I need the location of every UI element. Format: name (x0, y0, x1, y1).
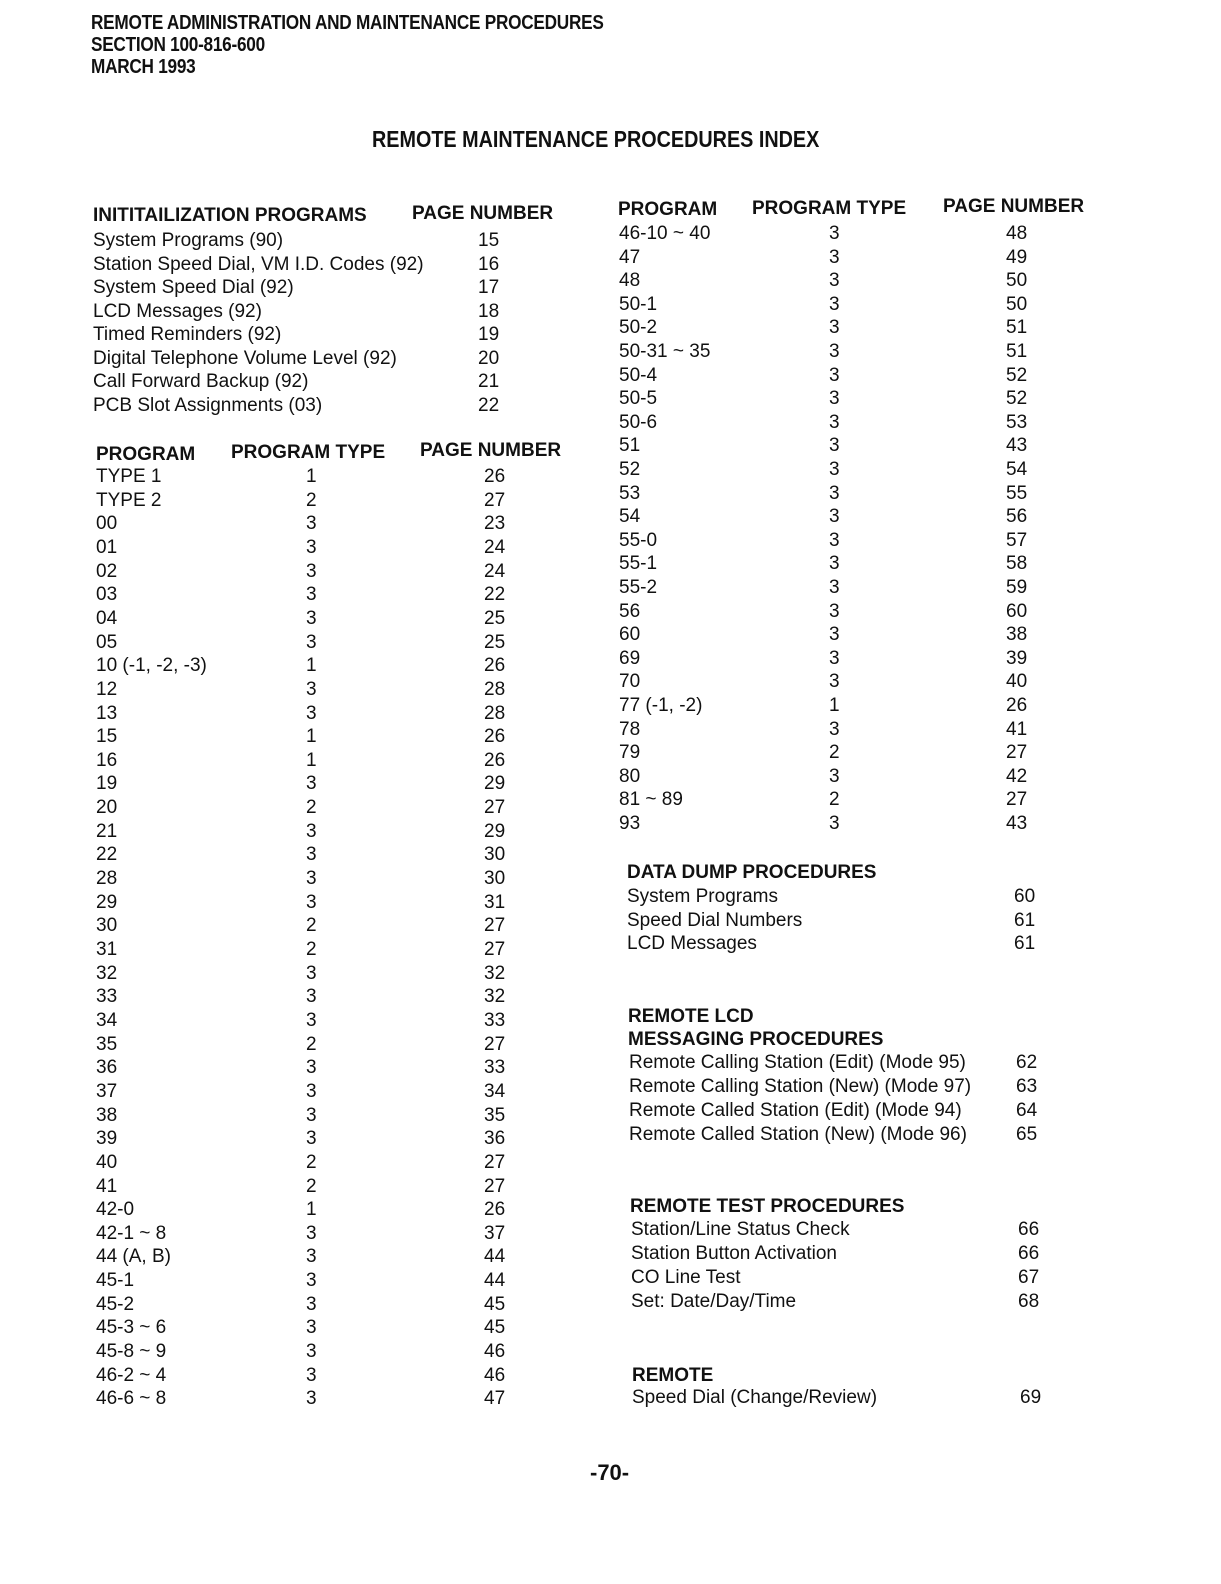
lcd-heading-2: MESSAGING PROCEDURES (628, 1029, 884, 1050)
type-cell: 2 (306, 1175, 317, 1197)
page-cell: 26 (484, 1199, 506, 1221)
type-cell: 3 (829, 459, 840, 480)
type-cell: 3 (306, 584, 317, 606)
program-cell: 50-4 (619, 364, 658, 386)
program-cell: 41 (96, 1175, 118, 1197)
type-cell: 3 (829, 223, 840, 244)
page-cell: 26 (484, 466, 506, 487)
item-page: 69 (1020, 1387, 1042, 1408)
type-cell: 3 (306, 1293, 317, 1315)
type-cell: 2 (306, 915, 317, 937)
page-cell: 27 (484, 1033, 506, 1055)
page-cell: 33 (484, 1057, 506, 1079)
page-cell: 27 (484, 939, 506, 960)
program-cell: 39 (96, 1128, 118, 1150)
item-page: 62 (1016, 1052, 1038, 1073)
type-cell: 3 (306, 702, 317, 724)
program-cell: 31 (96, 939, 118, 960)
page-cell: 48 (1006, 223, 1028, 244)
type-cell: 1 (306, 726, 317, 748)
type-cell: 3 (306, 536, 317, 558)
page-cell: 52 (1006, 364, 1028, 386)
item-name: CO Line Test (631, 1267, 741, 1288)
program-cell: 38 (96, 1104, 118, 1126)
program-cell: 80 (619, 765, 641, 787)
type-cell: 3 (829, 506, 840, 528)
page-cell: 29 (484, 820, 506, 842)
page-cell: 54 (1006, 459, 1028, 480)
page-cell: 60 (1006, 600, 1028, 622)
type-cell: 3 (829, 411, 840, 433)
header-section: SECTION 100-816-600 (91, 34, 265, 56)
program-cell: 16 (96, 749, 118, 771)
item-page: 17 (478, 277, 500, 298)
type-cell: 2 (306, 1033, 317, 1055)
program-cell: 48 (619, 270, 641, 292)
program-cell: 22 (96, 844, 118, 866)
page-cell: 50 (1006, 270, 1028, 292)
item-page: 19 (478, 324, 500, 345)
program-cell: 53 (619, 482, 641, 504)
page-cell: 59 (1006, 577, 1028, 598)
page-cell: 27 (484, 797, 506, 819)
data-dump-heading: DATA DUMP PROCEDURES (627, 862, 877, 883)
program-cell: 81 ~ 89 (619, 789, 683, 811)
item-page: 65 (1016, 1124, 1038, 1145)
item-page: 16 (478, 253, 500, 275)
page-cell: 58 (1006, 553, 1028, 575)
item-page: 68 (1018, 1291, 1040, 1312)
program-cell: 46-2 ~ 4 (96, 1364, 167, 1386)
type-cell: 3 (306, 1222, 317, 1244)
item-page: 21 (478, 371, 500, 392)
program-cell: 15 (96, 726, 118, 748)
page-title: REMOTE MAINTENANCE PROCEDURES INDEX (372, 126, 820, 152)
type-cell: 3 (306, 891, 317, 913)
type-cell: 3 (829, 718, 840, 740)
page-cell: 28 (484, 678, 506, 700)
type-cell: 3 (829, 600, 840, 622)
program-cell: 10 (-1, -2, -3) (96, 655, 207, 677)
type-cell: 3 (306, 844, 317, 866)
type-cell: 3 (829, 246, 840, 268)
page-cell: 36 (484, 1128, 506, 1150)
init-page-heading: PAGE NUMBER (412, 203, 554, 224)
program-cell: 78 (619, 718, 641, 740)
lcd-heading-1: REMOTE LCD (628, 1006, 754, 1027)
item-page: 15 (478, 230, 500, 251)
right-col-program: PROGRAM (618, 199, 718, 220)
type-cell: 1 (306, 466, 317, 487)
type-cell: 3 (829, 647, 840, 669)
page-cell: 52 (1006, 388, 1028, 410)
page-cell: 38 (1006, 624, 1028, 646)
type-cell: 3 (306, 607, 317, 629)
type-cell: 3 (829, 482, 840, 504)
page-cell: 25 (484, 631, 506, 653)
page-cell: 31 (484, 891, 506, 913)
header-date: MARCH 1993 (91, 56, 196, 78)
type-cell: 3 (829, 553, 840, 575)
item-name: Speed Dial (Change/Review) (632, 1387, 878, 1408)
type-cell: 3 (829, 671, 840, 693)
type-cell: 3 (829, 765, 840, 787)
left-col-page: PAGE NUMBER (420, 440, 562, 461)
type-cell: 2 (306, 1151, 317, 1173)
item-page: 63 (1016, 1076, 1038, 1097)
type-cell: 2 (829, 742, 840, 764)
type-cell: 3 (829, 317, 840, 339)
program-cell: 70 (619, 671, 641, 693)
type-cell: 2 (829, 789, 840, 811)
type-cell: 3 (306, 1057, 317, 1079)
type-cell: 3 (306, 1317, 317, 1339)
page-cell: 29 (484, 773, 506, 795)
type-cell: 2 (306, 489, 317, 511)
document-header (91, 12, 604, 78)
page-cell: 40 (1006, 671, 1028, 693)
page-cell: 33 (484, 1009, 506, 1031)
program-cell: 56 (619, 600, 641, 622)
program-cell: 60 (619, 624, 641, 646)
program-cell: 55-2 (619, 577, 658, 598)
page-cell: 44 (484, 1246, 506, 1268)
program-cell: 35 (96, 1033, 118, 1055)
type-cell: 3 (306, 773, 317, 795)
program-cell: 03 (96, 584, 118, 606)
page-cell: 32 (484, 986, 506, 1008)
page-cell: 43 (1006, 435, 1028, 457)
type-cell: 3 (306, 1270, 317, 1292)
page-cell: 49 (1006, 246, 1028, 268)
type-cell: 3 (306, 1341, 317, 1363)
right-col-page: PAGE NUMBER (943, 196, 1085, 217)
page-number: -70- (590, 1460, 630, 1485)
item-name: System Programs (627, 886, 778, 907)
page-cell: 26 (484, 726, 506, 748)
item-name: Remote Calling Station (New) (Mode 97) (629, 1076, 972, 1097)
program-cell: 69 (619, 647, 641, 669)
page-cell: 28 (484, 702, 506, 724)
page-cell: 32 (484, 962, 506, 984)
program-cell: 45-2 (96, 1293, 135, 1315)
page-cell: 56 (1006, 506, 1028, 528)
type-cell: 3 (829, 341, 840, 362)
item-page: 61 (1014, 909, 1036, 931)
program-cell: TYPE 2 (96, 489, 162, 511)
program-cell: 46-10 ~ 40 (619, 223, 711, 244)
item-page: 66 (1018, 1243, 1040, 1264)
item-name: Station Button Activation (631, 1243, 837, 1264)
page-cell: 46 (484, 1364, 506, 1386)
type-cell: 3 (829, 577, 840, 598)
program-cell: 32 (96, 962, 118, 984)
type-cell: 3 (829, 293, 840, 315)
program-cell: 45-8 ~ 9 (96, 1341, 167, 1363)
page-cell: 27 (484, 489, 506, 511)
item-page: 22 (478, 394, 500, 416)
item-name: PCB Slot Assignments (03) (93, 394, 323, 416)
program-cell: 02 (96, 560, 118, 582)
type-cell: 3 (306, 820, 317, 842)
program-cell: 33 (96, 986, 118, 1008)
page-cell: 41 (1006, 718, 1028, 740)
type-cell: 1 (306, 1199, 317, 1221)
item-page: 66 (1018, 1219, 1040, 1240)
page-cell: 24 (484, 560, 506, 582)
program-cell: 05 (96, 631, 118, 653)
program-cell: 36 (96, 1057, 118, 1079)
type-cell: 3 (306, 1364, 317, 1386)
item-page: 60 (1014, 886, 1036, 907)
item-name: Digital Telephone Volume Level (92) (93, 347, 397, 369)
page-cell: 51 (1006, 341, 1028, 362)
page-cell: 37 (484, 1222, 506, 1244)
page-cell: 25 (484, 607, 506, 629)
type-cell: 1 (829, 695, 840, 716)
page-cell: 27 (484, 915, 506, 937)
item-page: 67 (1018, 1267, 1040, 1288)
program-cell: 30 (96, 915, 118, 937)
page-cell: 27 (1006, 789, 1028, 811)
program-cell: 55-0 (619, 529, 658, 551)
left-col-type: PROGRAM TYPE (231, 442, 386, 463)
item-name: Remote Called Station (Edit) (Mode 94) (629, 1100, 962, 1121)
program-cell: 21 (96, 820, 118, 842)
type-cell: 3 (829, 529, 840, 551)
program-cell: 01 (96, 536, 118, 558)
item-name: Timed Reminders (92) (93, 324, 282, 345)
type-cell: 3 (829, 435, 840, 457)
item-name: Speed Dial Numbers (627, 909, 803, 931)
header-title: REMOTE ADMINISTRATION AND MAINTENANCE PROCEDURES (91, 12, 604, 34)
program-cell: 54 (619, 506, 641, 528)
program-cell: 34 (96, 1009, 118, 1031)
type-cell: 3 (306, 631, 317, 653)
program-cell: 45-3 ~ 6 (96, 1317, 167, 1339)
item-name: System Programs (90) (93, 230, 284, 251)
page-cell: 45 (484, 1317, 506, 1339)
type-cell: 3 (306, 1246, 317, 1268)
item-name: Remote Called Station (New) (Mode 96) (629, 1124, 967, 1145)
page-cell: 27 (484, 1151, 506, 1173)
program-cell: TYPE 1 (96, 466, 162, 487)
item-name: Station Speed Dial, VM I.D. Codes (92) (93, 253, 424, 275)
program-cell: 50-2 (619, 317, 658, 339)
item-page: 20 (478, 347, 500, 369)
program-cell: 04 (96, 607, 118, 629)
program-cell: 50-1 (619, 293, 658, 315)
test-heading: REMOTE TEST PROCEDURES (630, 1196, 905, 1217)
page-cell: 26 (484, 749, 506, 771)
item-name: System Speed Dial (92) (93, 277, 294, 298)
program-cell: 40 (96, 1151, 118, 1173)
page-cell: 26 (484, 655, 506, 677)
program-cell: 46-6 ~ 8 (96, 1388, 167, 1410)
page-cell: 55 (1006, 482, 1028, 504)
program-cell: 47 (619, 246, 641, 268)
page-cell: 50 (1006, 293, 1028, 315)
page-cell: 45 (484, 1293, 506, 1315)
page-cell: 47 (484, 1388, 506, 1410)
type-cell: 3 (306, 560, 317, 582)
item-name: LCD Messages (92) (93, 300, 262, 322)
left-col-program: PROGRAM (96, 444, 196, 465)
type-cell: 3 (829, 624, 840, 646)
page-cell: 27 (1006, 742, 1028, 764)
page-cell: 24 (484, 536, 506, 558)
page-cell: 57 (1006, 529, 1028, 551)
type-cell: 2 (306, 939, 317, 960)
program-cell: 28 (96, 868, 118, 890)
program-cell: 37 (96, 1080, 118, 1102)
program-cell: 45-1 (96, 1270, 135, 1292)
program-cell: 44 (A, B) (96, 1246, 171, 1268)
type-cell: 3 (829, 364, 840, 386)
remote-heading: REMOTE (632, 1365, 714, 1386)
program-cell: 79 (619, 742, 641, 764)
type-cell: 3 (306, 1080, 317, 1102)
item-name: Set: Date/Day/Time (631, 1291, 797, 1312)
item-name: Call Forward Backup (92) (93, 371, 309, 392)
page-cell: 30 (484, 844, 506, 866)
type-cell: 3 (306, 1128, 317, 1150)
program-cell: 00 (96, 513, 118, 535)
program-cell: 50-5 (619, 388, 658, 410)
type-cell: 1 (306, 655, 317, 677)
item-page: 64 (1016, 1100, 1038, 1121)
type-cell: 3 (829, 270, 840, 292)
item-page: 61 (1014, 933, 1036, 954)
program-cell: 51 (619, 435, 641, 457)
program-cell: 55-1 (619, 553, 658, 575)
page-cell: 26 (1006, 695, 1028, 716)
type-cell: 3 (306, 1104, 317, 1126)
program-cell: 13 (96, 702, 118, 724)
page-cell: 22 (484, 584, 506, 606)
program-cell: 19 (96, 773, 118, 795)
program-cell: 42-0 (96, 1199, 135, 1221)
page-cell: 35 (484, 1104, 506, 1126)
program-cell: 42-1 ~ 8 (96, 1222, 167, 1244)
page-cell: 44 (484, 1270, 506, 1292)
page-cell: 23 (484, 513, 506, 535)
page-cell: 30 (484, 868, 506, 890)
program-cell: 93 (619, 813, 641, 834)
page-cell: 46 (484, 1341, 506, 1363)
item-name: LCD Messages (627, 933, 757, 954)
type-cell: 3 (306, 678, 317, 700)
type-cell: 3 (306, 986, 317, 1008)
type-cell: 3 (829, 813, 840, 834)
item-name: Station/Line Status Check (631, 1219, 850, 1240)
program-cell: 77 (-1, -2) (619, 695, 703, 716)
item-page: 18 (478, 300, 500, 322)
page-cell: 53 (1006, 411, 1028, 433)
page-cell: 42 (1006, 765, 1028, 787)
type-cell: 3 (829, 388, 840, 410)
type-cell: 3 (306, 1388, 317, 1410)
type-cell: 3 (306, 513, 317, 535)
page-cell: 39 (1006, 647, 1028, 669)
page-cell: 43 (1006, 813, 1028, 834)
program-cell: 50-31 ~ 35 (619, 341, 711, 362)
program-cell: 52 (619, 459, 641, 480)
program-cell: 29 (96, 891, 118, 913)
page-cell: 51 (1006, 317, 1028, 339)
program-cell: 20 (96, 797, 118, 819)
type-cell: 3 (306, 962, 317, 984)
type-cell: 1 (306, 749, 317, 771)
type-cell: 3 (306, 868, 317, 890)
init-heading: INITITAILIZATION PROGRAMS (93, 205, 367, 226)
program-cell: 12 (96, 678, 118, 700)
program-cell: 50-6 (619, 411, 658, 433)
page-cell: 34 (484, 1080, 506, 1102)
right-col-type: PROGRAM TYPE (752, 198, 907, 219)
type-cell: 2 (306, 797, 317, 819)
page-cell: 27 (484, 1175, 506, 1197)
type-cell: 3 (306, 1009, 317, 1031)
item-name: Remote Calling Station (Edit) (Mode 95) (629, 1052, 966, 1073)
